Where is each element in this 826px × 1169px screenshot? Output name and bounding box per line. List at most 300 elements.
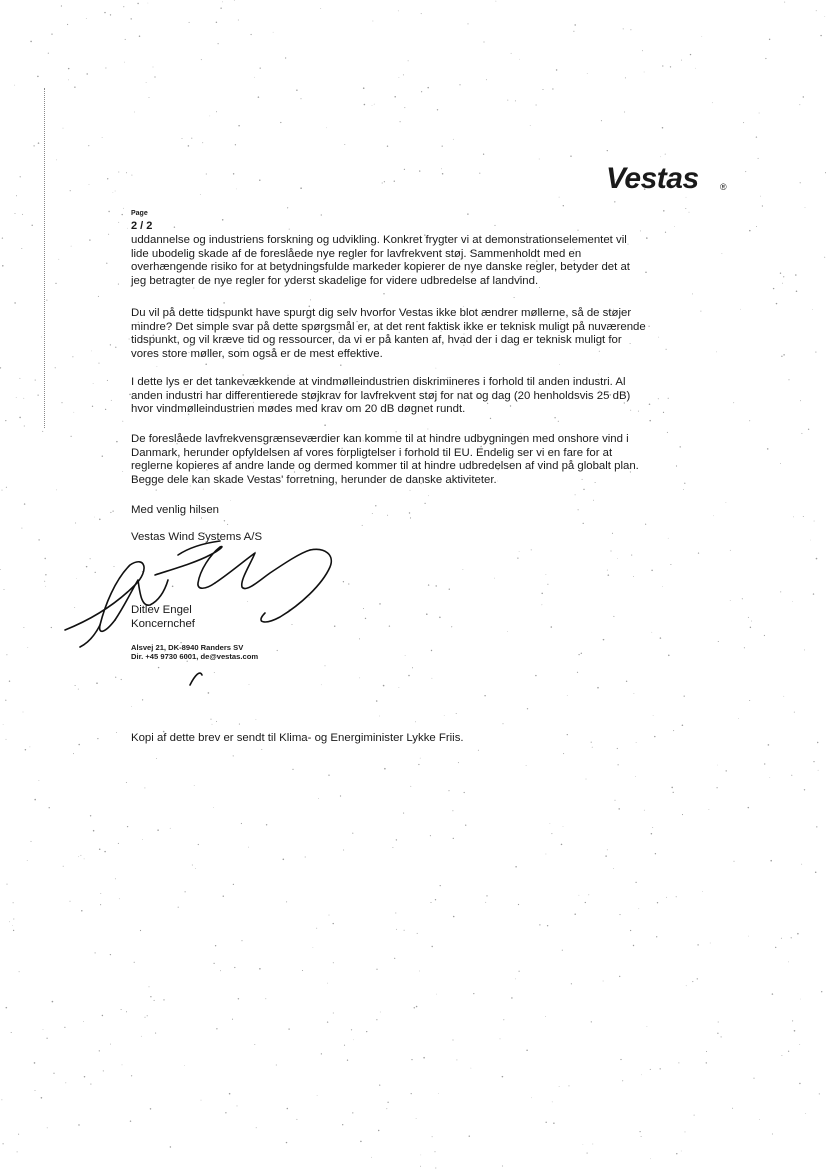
scan-speck [559, 197, 560, 198]
scan-speck [113, 192, 114, 193]
scan-speck [360, 1141, 362, 1143]
scan-speck [815, 352, 816, 353]
scan-speck [131, 18, 132, 19]
scan-speck [683, 489, 684, 490]
scan-speck [256, 1127, 257, 1128]
scan-speck [111, 400, 112, 401]
scan-speck [748, 807, 749, 808]
scan-speck [30, 747, 31, 748]
scan-speck [483, 41, 484, 42]
scan-speck [749, 230, 751, 232]
scan-speck [605, 855, 606, 856]
scan-speck [712, 102, 713, 103]
scan-speck [813, 761, 814, 762]
scan-speck [435, 899, 436, 900]
scan-speck [804, 789, 805, 790]
scan-speck [352, 833, 353, 834]
scan-speck [78, 744, 80, 746]
scan-speck [654, 736, 655, 737]
scan-speck [48, 53, 49, 54]
scan-speck [384, 181, 385, 182]
scan-speck [333, 1013, 334, 1014]
scan-speck [321, 1053, 322, 1054]
scan-speck [484, 695, 485, 696]
scan-speck [558, 421, 559, 422]
scan-speck [84, 1076, 85, 1077]
scan-speck [70, 190, 71, 191]
scan-speck [265, 998, 266, 999]
scan-speck [236, 189, 237, 190]
scan-speck [651, 833, 652, 834]
scan-speck [108, 211, 109, 212]
scan-speck [296, 89, 297, 90]
scan-speck [748, 617, 749, 618]
scan-speck [259, 179, 260, 180]
scan-speck [689, 212, 690, 213]
scan-speck [31, 841, 32, 842]
scan-speck [44, 581, 45, 582]
scan-speck [805, 207, 806, 208]
scan-speck [411, 1093, 412, 1094]
scan-speck [24, 425, 25, 426]
scan-speck [67, 24, 68, 25]
scan-speck [784, 2, 785, 3]
scan-speck [189, 22, 190, 23]
scan-speck [706, 1051, 707, 1052]
scan-speck [102, 1015, 103, 1016]
scan-speck [706, 1062, 707, 1063]
scan-speck [758, 158, 759, 159]
scan-speck [636, 742, 637, 743]
scan-speck [239, 724, 240, 725]
scan-speck [700, 311, 701, 312]
scan-speck [804, 649, 805, 650]
scan-speck [514, 297, 515, 298]
scan-speck [130, 1120, 131, 1121]
contact-line: Dir. +45 9730 6001, de@vestas.com [131, 652, 259, 661]
scan-speck [51, 33, 52, 34]
scan-speck [756, 136, 757, 137]
scan-speck [722, 253, 723, 254]
scan-speck [788, 379, 789, 380]
scan-speck [310, 299, 311, 300]
page-label: Page [131, 210, 148, 217]
scan-speck [458, 762, 459, 763]
scan-speck [550, 823, 551, 824]
scan-speck [597, 687, 599, 689]
scan-speck [634, 693, 635, 694]
scan-speck [149, 97, 150, 98]
scan-speck [685, 1131, 686, 1132]
scan-speck [110, 14, 111, 15]
scan-speck [371, 1157, 372, 1158]
scan-speck [90, 815, 91, 816]
scan-speck [2, 237, 3, 238]
scan-speck [233, 755, 234, 756]
scan-speck [478, 750, 479, 751]
scan-speck [110, 512, 111, 513]
scan-speck [184, 1065, 185, 1066]
scan-speck [93, 383, 94, 384]
scan-speck [205, 363, 207, 365]
scan-speck [41, 1097, 43, 1099]
scan-speck [730, 550, 731, 551]
scan-speck [233, 884, 234, 885]
scan-speck [131, 1075, 132, 1076]
scan-speck [25, 749, 26, 750]
scan-speck [11, 1032, 12, 1033]
scan-speck [34, 799, 36, 801]
scan-speck [3, 724, 4, 725]
scan-speck [662, 127, 664, 129]
scan-speck [17, 1151, 18, 1152]
signer-block [131, 603, 195, 631]
scan-speck [657, 902, 658, 903]
scan-speck [123, 6, 124, 7]
text-line: tidspunkt, og vil kræve tid og ressourcer, da vi er på kanten af, hvad der i dag er teknisk muligt for [131, 334, 622, 347]
scan-speck [651, 570, 652, 571]
signer-name: Ditlev Engel [131, 604, 192, 616]
scan-speck [216, 721, 217, 722]
scan-speck [574, 914, 575, 915]
scan-speck [55, 367, 56, 368]
scan-speck [387, 146, 388, 147]
scan-speck [733, 402, 734, 403]
scan-speck [546, 854, 547, 855]
scan-speck [419, 971, 420, 972]
scan-speck [163, 999, 164, 1000]
scan-speck [225, 1112, 226, 1113]
scan-speck [105, 409, 106, 410]
scan-speck [449, 589, 450, 590]
scan-speck [222, 2, 223, 3]
scan-speck [185, 891, 186, 892]
scan-speck [812, 309, 813, 310]
scan-speck [155, 1033, 156, 1034]
scan-speck [118, 843, 119, 844]
scan-speck [486, 895, 487, 896]
scan-speck [792, 601, 793, 602]
scan-speck [753, 1078, 754, 1079]
scan-speck [73, 753, 74, 754]
scan-speck [396, 839, 397, 840]
scan-speck [608, 574, 610, 576]
scan-speck [328, 775, 329, 776]
scan-speck [511, 997, 512, 998]
scan-speck [75, 523, 76, 524]
scan-speck [639, 1131, 640, 1132]
scan-speck [717, 765, 718, 766]
scan-speck [577, 672, 578, 673]
scan-speck [88, 145, 89, 146]
scan-speck [89, 184, 90, 185]
scan-speck [63, 866, 64, 867]
scan-speck [748, 936, 749, 937]
scan-speck [783, 276, 784, 277]
scan-speck [203, 489, 204, 490]
scan-speck [791, 775, 792, 776]
scan-speck [801, 433, 802, 434]
scan-speck [379, 716, 380, 717]
scan-speck [105, 67, 106, 68]
scan-speck [436, 368, 437, 369]
scan-speck [567, 695, 568, 696]
scan-speck [479, 173, 480, 174]
scan-speck [756, 226, 757, 227]
scan-speck [515, 979, 516, 980]
scan-speck [622, 1080, 623, 1081]
scan-speck [340, 795, 341, 796]
scan-speck [233, 173, 234, 174]
scan-speck [353, 1039, 354, 1040]
scan-speck [624, 112, 625, 113]
scan-speck [614, 201, 615, 202]
scan-speck [30, 41, 32, 43]
scan-speck [663, 210, 664, 211]
scan-speck [668, 655, 670, 657]
scan-speck [577, 230, 578, 231]
scan-speck [800, 182, 801, 183]
scan-speck [441, 168, 442, 169]
scan-speck [22, 214, 23, 215]
paragraph-1 [131, 234, 691, 288]
scan-speck [717, 1033, 718, 1034]
scan-speck [78, 1124, 79, 1125]
scan-speck [799, 104, 800, 105]
scan-speck [416, 1006, 418, 1008]
scan-speck [745, 171, 746, 172]
scan-speck [692, 293, 693, 294]
scan-speck [702, 891, 703, 892]
paragraph-2 [131, 307, 691, 361]
scan-speck [382, 182, 383, 183]
scan-speck [241, 940, 242, 941]
scan-speck [762, 205, 763, 206]
scan-speck [668, 538, 669, 539]
scan-speck [296, 1119, 297, 1120]
scan-speck [515, 100, 516, 101]
scan-speck [234, 0, 235, 1]
scan-speck [5, 420, 6, 421]
scan-speck [404, 930, 405, 931]
scan-speck [99, 849, 101, 851]
scan-speck [419, 170, 420, 171]
scan-speck [107, 178, 108, 179]
scan-speck [256, 719, 257, 720]
scan-speck [134, 962, 135, 963]
scan-speck [73, 412, 74, 413]
scan-speck [409, 512, 410, 513]
scan-speck [426, 613, 428, 615]
scan-speck [420, 1155, 421, 1156]
scan-speck [431, 946, 432, 947]
scan-speck [701, 36, 702, 37]
scan-speck [403, 813, 404, 814]
scan-speck [428, 495, 429, 496]
scan-speck [118, 222, 119, 223]
scan-speck [738, 718, 739, 719]
scan-speck [56, 160, 57, 161]
scan-speck [35, 380, 36, 381]
scan-speck [473, 993, 474, 994]
copy-note: Kopi af dette brev er sendt til Klima- og Energiminister Lykke Friis. [131, 732, 464, 744]
scan-speck [645, 524, 646, 525]
scan-speck [496, 1, 497, 2]
scan-speck [6, 487, 7, 488]
text-line: Danmark, herunder opfyldelsen af vores forpligtelser i forhold til EU. Endelig ser vi en fare for at [131, 446, 613, 459]
scan-speck [362, 525, 363, 526]
scan-speck [690, 54, 691, 55]
scan-speck [765, 58, 766, 59]
scan-speck [137, 3, 138, 4]
scan-speck [78, 856, 79, 857]
scan-speck [586, 779, 587, 780]
scan-speck [770, 860, 772, 862]
scan-speck [232, 1019, 233, 1020]
scan-speck [254, 77, 255, 78]
scan-speck [220, 8, 221, 9]
scan-speck [99, 1050, 100, 1051]
scan-speck [238, 998, 239, 999]
registered-mark: ® [720, 182, 727, 192]
scan-speck [751, 621, 752, 622]
scan-speck [581, 653, 582, 654]
scan-speck [408, 60, 409, 61]
scan-speck [387, 1102, 388, 1103]
scan-speck [191, 138, 192, 139]
scan-speck [6, 739, 7, 740]
scan-speck [42, 431, 43, 432]
scan-speck [149, 986, 150, 987]
scan-speck [556, 69, 557, 70]
scan-speck [142, 839, 143, 840]
scan-speck [380, 1012, 381, 1013]
scan-speck [49, 807, 50, 808]
scan-speck [313, 947, 314, 948]
scan-speck [12, 925, 13, 926]
scan-speck [266, 824, 267, 825]
scan-speck [142, 699, 143, 700]
scan-speck [372, 105, 373, 106]
scan-speck [302, 970, 303, 971]
scan-speck [343, 849, 344, 850]
scan-speck [115, 878, 116, 879]
scan-speck [503, 1019, 504, 1020]
scan-speck [547, 584, 548, 585]
scan-edge-mark [44, 88, 47, 428]
scan-speck [38, 395, 39, 396]
scan-speck [587, 73, 588, 74]
scan-speck [305, 856, 306, 857]
scan-speck [144, 787, 145, 788]
scan-speck [399, 687, 400, 688]
scan-speck [782, 283, 783, 284]
scan-speck [448, 790, 449, 791]
scan-speck [21, 528, 22, 529]
scan-speck [742, 598, 743, 599]
scan-speck [563, 826, 564, 827]
scan-speck [112, 510, 113, 511]
scan-speck [649, 420, 651, 422]
text-line: anden industri har differentierede støjkrav for lavfrekvent støj for nat og dag (20 henholdsvis 25 dB) [131, 389, 631, 402]
scan-speck [9, 921, 10, 922]
scan-speck [518, 904, 519, 905]
scan-speck [56, 490, 57, 491]
text-line: uddannelse og industriens forskning og udvikling. Konkret frygter vi at demonstrationselementet vil [131, 234, 627, 246]
scan-speck [213, 963, 214, 964]
scan-speck [436, 994, 437, 995]
scan-speck [238, 20, 239, 21]
scan-speck [2, 1143, 3, 1144]
scan-speck [379, 1084, 380, 1085]
scan-speck [644, 810, 645, 811]
scan-speck [578, 654, 579, 655]
scan-speck [794, 1030, 796, 1032]
scan-speck [16, 397, 17, 398]
scan-speck [427, 87, 429, 89]
scan-speck [410, 786, 411, 787]
scan-speck [395, 913, 396, 914]
scan-speck [759, 113, 760, 114]
scan-speck [650, 1069, 651, 1070]
scan-speck [18, 1134, 19, 1135]
scan-speck [383, 293, 384, 294]
scan-speck [378, 1130, 379, 1131]
scan-speck [19, 378, 20, 379]
scan-speck [436, 585, 437, 586]
scan-speck [286, 1142, 287, 1143]
scan-speck [439, 617, 441, 619]
scan-speck [38, 539, 39, 540]
signer-title: Koncernchef [131, 618, 195, 630]
scan-speck [430, 835, 431, 836]
scan-speck [814, 521, 815, 522]
scan-speck [818, 770, 819, 771]
scan-speck [241, 823, 242, 824]
scan-speck [519, 551, 520, 552]
scan-speck [820, 35, 821, 36]
handwritten-signature [60, 535, 360, 695]
scan-speck [552, 1102, 553, 1103]
scan-speck [459, 84, 460, 85]
scan-speck [768, 744, 770, 746]
scan-speck [396, 929, 397, 930]
text-line: mindre? Det simple svar på dette spørgsmål er, at det rent faktisk ikke er teknisk muligt på nuværende [131, 320, 646, 333]
scan-speck [411, 1059, 412, 1060]
scan-speck [535, 675, 536, 676]
scan-speck [617, 748, 618, 749]
scan-speck [145, 1017, 146, 1018]
scan-speck [536, 104, 537, 105]
scan-speck [116, 732, 117, 733]
scan-speck [188, 145, 190, 147]
scan-speck [20, 176, 21, 177]
scan-speck [803, 96, 804, 97]
scan-speck [235, 144, 236, 145]
scan-speck [527, 708, 528, 709]
scan-speck [780, 463, 781, 464]
scan-speck [815, 872, 817, 874]
scan-speck [324, 424, 326, 426]
scan-speck [816, 10, 817, 11]
scan-speck [542, 89, 543, 90]
scan-speck [107, 380, 108, 381]
scan-speck [376, 1019, 377, 1020]
scan-speck [122, 471, 123, 472]
text-line: De foreslåede lavfrekvensgrænseværdier kan komme til at hindre udbygningen med onshore vind i [131, 433, 629, 445]
scan-speck [121, 1009, 122, 1010]
scan-speck [743, 122, 744, 123]
